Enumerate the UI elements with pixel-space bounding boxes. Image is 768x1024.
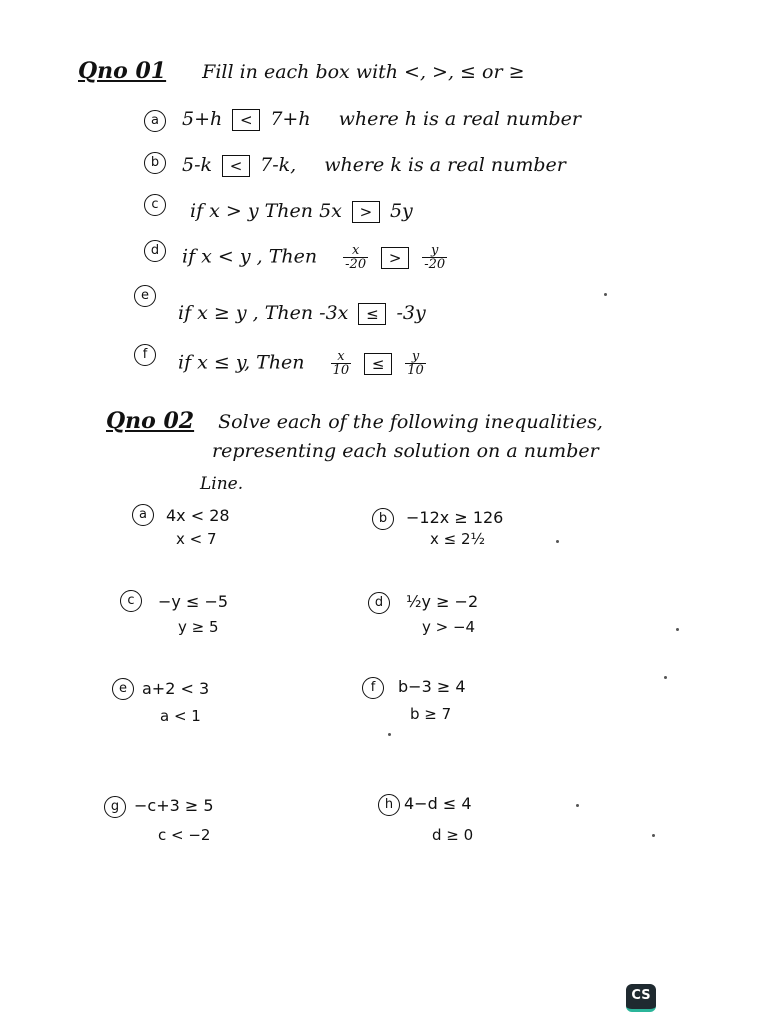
q2-g-bullet: g <box>104 796 126 818</box>
q2-d-problem: ½y ≥ −2 <box>406 592 479 611</box>
q1-b-note: where k is a real number <box>324 154 566 176</box>
q1-d-row <box>182 244 450 271</box>
q2-g-problem: −c+3 ≥ 5 <box>134 796 214 815</box>
q1-f-left: if x ≤ y, Then <box>178 351 305 374</box>
q2-a-bullet: a <box>132 504 154 526</box>
q2-instruction-line1: Solve each of the following inequalities, <box>218 411 603 433</box>
q2-d-answer: y > −4 <box>422 618 476 636</box>
q2-e-bullet: e <box>112 678 134 700</box>
q1-e-left: if x ≥ y , Then -3x <box>178 302 349 324</box>
q2-h-bullet: h <box>378 794 400 816</box>
q1-e-right: -3y <box>396 302 426 324</box>
q1-b-bullet: b <box>144 152 166 174</box>
q2-f-answer: b ≥ 7 <box>410 705 452 723</box>
q1-d-frac1-den: -20 <box>345 257 367 272</box>
q2-h-problem: 4−d ≤ 4 <box>404 794 472 813</box>
scan-speck <box>676 628 679 631</box>
q1-c-right: 5y <box>389 200 413 222</box>
camscanner-logo: CS <box>626 984 656 1012</box>
scan-speck <box>388 733 391 736</box>
q1-b-left: 5-k <box>182 154 213 176</box>
q1-a-note: where h is a real number <box>338 108 582 130</box>
q1-c-bullet: c <box>144 194 166 216</box>
scan-speck <box>664 676 667 679</box>
q1-d-bullet: d <box>144 240 166 262</box>
q2-a-problem: 4x < 28 <box>166 506 230 525</box>
q1-a-row <box>182 108 581 131</box>
q1-a-right: 7+h <box>270 108 311 130</box>
q2-instruction-line2: representing each solution on a number <box>212 440 599 462</box>
q1-c-answer-box: > <box>352 201 380 223</box>
q1-c-row <box>190 200 413 223</box>
q1-header <box>78 58 525 84</box>
q2-a-answer: x < 7 <box>176 530 217 548</box>
q1-f-row <box>178 350 429 377</box>
q2-h-answer: d ≥ 0 <box>432 826 474 844</box>
q1-label: Qno 01 <box>78 58 167 84</box>
q1-d-answer-box: > <box>381 247 409 269</box>
scan-speck <box>576 804 579 807</box>
q2-f-bullet: f <box>362 677 384 699</box>
q2-e-problem: a+2 < 3 <box>142 679 210 698</box>
q2-f-problem: b−3 ≥ 4 <box>398 677 466 696</box>
q1-f-frac1-den: 10 <box>332 363 350 378</box>
q1-f-bullet: f <box>134 344 156 366</box>
q1-c-left: if x > y Then 5x <box>190 200 342 222</box>
scan-speck <box>652 834 655 837</box>
q2-c-problem: −y ≤ −5 <box>158 592 229 611</box>
q2-c-answer: y ≥ 5 <box>178 618 219 636</box>
q2-b-answer: x ≤ 2½ <box>430 530 486 548</box>
q1-d-left: if x < y , Then <box>182 245 318 268</box>
q1-b-row <box>182 154 566 177</box>
q1-d-frac2-den: -20 <box>424 257 446 272</box>
q1-f-frac2-den: 10 <box>407 363 424 378</box>
q1-f-answer-box: ≤ <box>364 353 392 375</box>
q1-f-frac2-num: y <box>405 350 426 364</box>
scan-speck <box>556 540 559 543</box>
q2-e-answer: a < 1 <box>160 707 201 725</box>
q2-b-problem: −12x ≥ 126 <box>406 508 504 527</box>
q1-b-answer-box: < <box>222 155 250 177</box>
q2-instruction-line3: Line. <box>200 474 244 494</box>
q2-b-bullet: b <box>372 508 394 530</box>
q1-f-fraction-left <box>331 350 352 377</box>
q1-f-fraction-right <box>405 350 426 377</box>
q1-d-fraction-left <box>343 244 368 271</box>
scan-speck <box>604 293 607 296</box>
q1-f-frac1-num: x <box>331 350 352 364</box>
q1-e-answer-box: ≤ <box>358 303 386 325</box>
q1-e-row <box>178 302 426 325</box>
q1-d-fraction-right <box>422 244 447 271</box>
q2-label: Qno 02 <box>106 408 195 434</box>
q1-e-bullet: e <box>134 285 156 307</box>
q1-d-frac2-num: y <box>422 244 447 258</box>
q1-a-answer-box: < <box>232 109 260 131</box>
q2-c-bullet: c <box>120 590 142 612</box>
q2-g-answer: c < −2 <box>158 826 211 844</box>
q2-header <box>106 408 603 434</box>
q2-d-bullet: d <box>368 592 390 614</box>
q1-a-bullet: a <box>144 110 166 132</box>
q1-instruction: Fill in each box with <, >, ≤ or ≥ <box>202 61 525 83</box>
q1-b-right: 7-k, <box>260 154 297 176</box>
q1-d-frac1-num: x <box>343 244 368 258</box>
q1-a-left: 5+h <box>182 108 223 130</box>
